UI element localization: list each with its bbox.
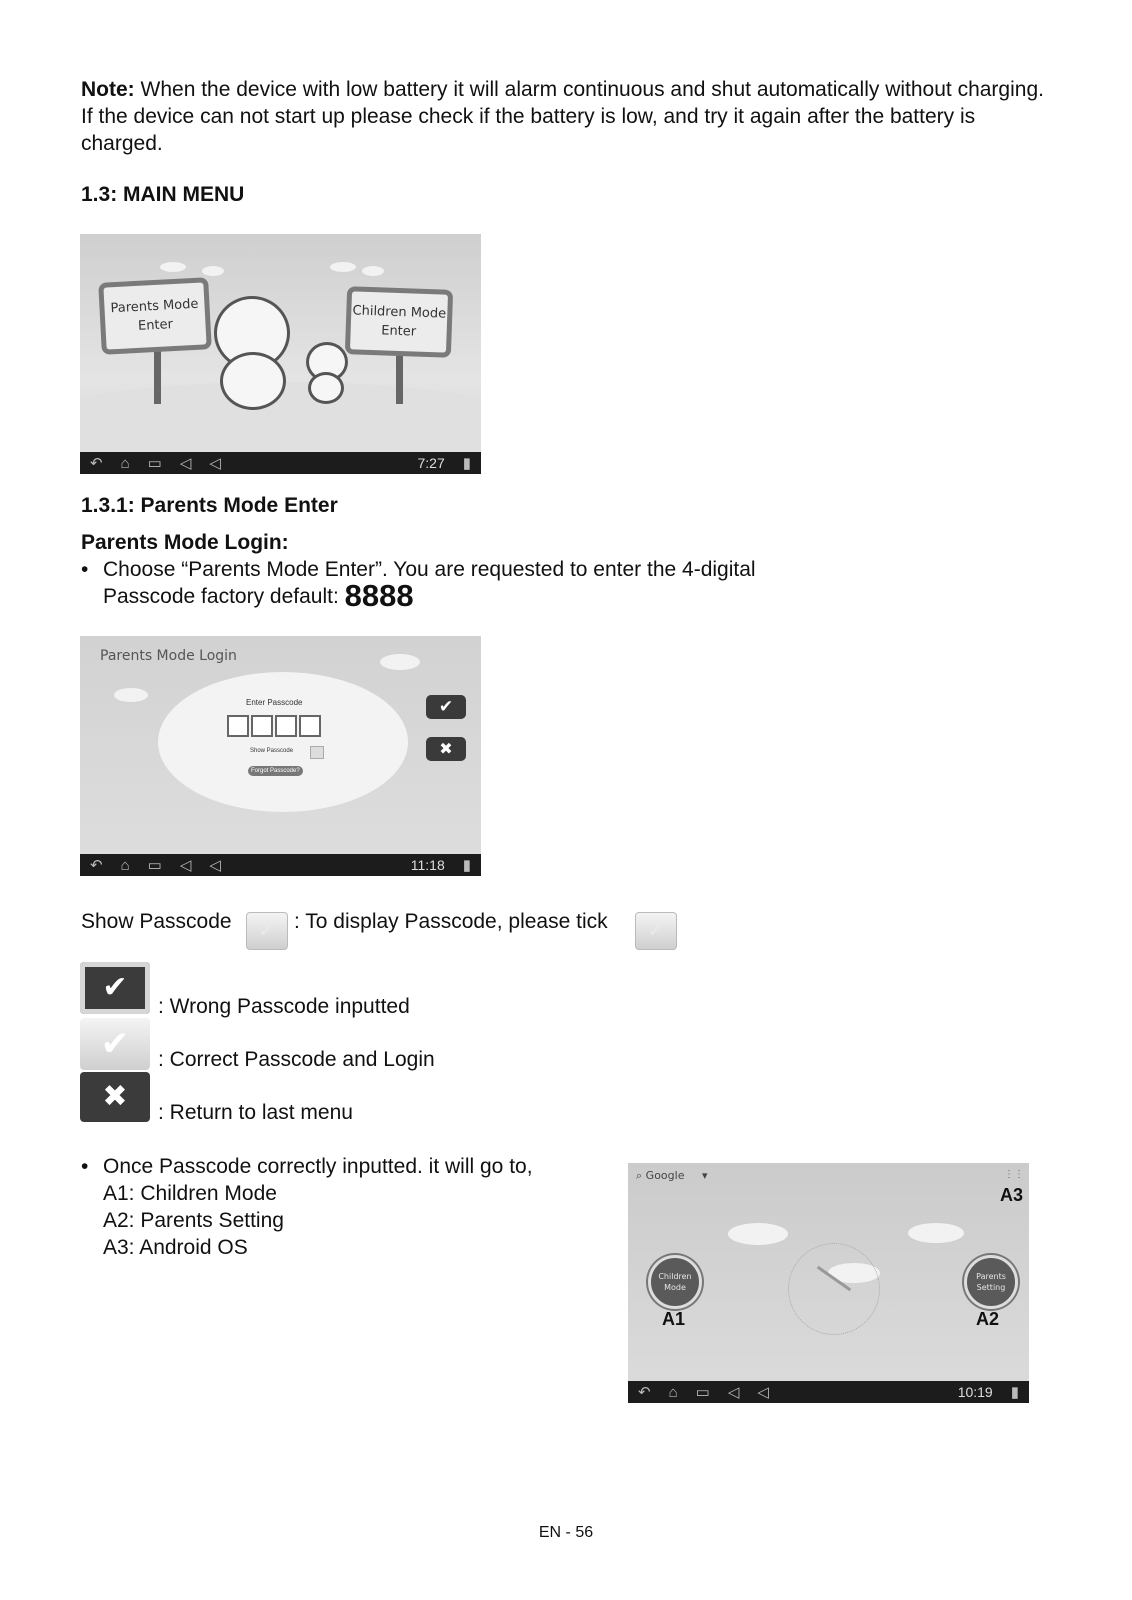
android-nav-bar <box>80 452 481 474</box>
recent-apps-icon: ▭ <box>147 455 162 472</box>
check-icon: ✔ <box>438 697 454 717</box>
sign-text: Parents Mode <box>110 296 199 317</box>
google-label: Google <box>645 1169 685 1182</box>
legend-wrong: : Wrong Passcode inputted <box>158 995 410 1018</box>
cloud <box>202 266 224 276</box>
bullet-1-line-2 <box>103 578 414 613</box>
parents-setting-button[interactable] <box>964 1255 1018 1309</box>
label-a2: A2 <box>976 1309 1000 1329</box>
cloud <box>908 1223 964 1243</box>
show-passcode-text: Show Passcode <box>81 910 232 933</box>
back-icon: ↶ <box>90 455 103 472</box>
sign-text: Enter <box>137 317 174 334</box>
bullet-dot: • <box>81 1155 89 1178</box>
clock: 10:19 <box>957 1384 993 1400</box>
show-passcode-description: : To display Passcode, please tick <box>294 910 608 933</box>
clock: 11:18 <box>410 857 445 873</box>
bullet-2-line-2: A1: Children Mode <box>103 1182 277 1205</box>
clock: 7:27 <box>417 455 445 471</box>
sign-text: Children Mode <box>352 303 447 322</box>
analog-clock <box>788 1243 880 1335</box>
cloud <box>362 266 384 276</box>
small-bear-body <box>308 372 344 404</box>
wifi-battery-icon: ▮ <box>462 857 471 874</box>
cloud <box>114 688 148 702</box>
tick-checkbox-icon: ✓ <box>635 912 677 950</box>
apps-grid-icon[interactable]: ⋮⋮ <box>1004 1169 1024 1180</box>
close-icon: ✖ <box>439 739 453 758</box>
cancel-button[interactable] <box>426 737 466 761</box>
bullet-2 <box>81 1153 88 1180</box>
passcode-boxes <box>226 715 322 743</box>
label-a1: A1 <box>662 1309 686 1329</box>
children-mode-button[interactable] <box>648 1255 702 1309</box>
legend-correct: : Correct Passcode and Login <box>158 1048 435 1071</box>
return-icon: ✖ <box>80 1072 150 1122</box>
cloud <box>160 262 186 272</box>
volume-up-icon: ◁ <box>209 857 221 874</box>
volume-down-icon: ◁ <box>179 455 192 472</box>
passcode-digit-1[interactable] <box>227 715 249 737</box>
parents-mode-sign <box>98 277 212 355</box>
page-number: EN - 56 <box>538 1524 594 1541</box>
sign-text: Enter <box>380 323 417 340</box>
home-icon: ⌂ <box>120 454 130 472</box>
note-label: Note: <box>81 78 135 101</box>
parents-login-heading: Parents Mode Login: <box>81 531 289 554</box>
back-icon: ↶ <box>638 1384 651 1401</box>
confirm-button[interactable] <box>426 695 466 719</box>
cloud <box>380 654 420 670</box>
parents-setting-label: Parents Setting <box>976 1272 1006 1292</box>
wrong-passcode-icon: ✔ <box>80 962 150 1014</box>
recent-apps-icon: ▭ <box>695 1384 710 1401</box>
bear-body <box>220 352 286 410</box>
bullet-2-line-3: A2: Parents Setting <box>103 1209 284 1232</box>
default-passcode: 8888 <box>344 578 414 613</box>
volume-down-icon: ◁ <box>727 1384 740 1401</box>
passcode-digit-4[interactable] <box>299 715 321 737</box>
show-passcode-checkbox[interactable] <box>310 746 324 759</box>
volume-up-icon: ◁ <box>209 455 221 472</box>
forgot-passcode-button[interactable]: Forgot Passcode? <box>248 766 303 776</box>
note-paragraph <box>81 76 1061 157</box>
passcode-default-label: Passcode factory default: <box>103 585 339 608</box>
label-a3: A3 <box>1000 1185 1024 1205</box>
bullet-1-line-1: Choose “Parents Mode Enter”. You are requested to enter the 4-digital <box>103 558 756 581</box>
bullet-1 <box>81 556 756 583</box>
main-menu-screenshot <box>80 234 481 474</box>
mic-icon: ▾ <box>701 1169 708 1182</box>
search-icon: ⌕ <box>636 1169 643 1182</box>
children-mode-sign <box>345 286 453 358</box>
show-passcode-line <box>81 910 232 934</box>
show-passcode-label: Show Passcode <box>250 748 294 754</box>
passcode-digit-2[interactable] <box>251 715 273 737</box>
cloud <box>330 262 356 272</box>
bullet-2-line-1: Once Passcode correctly inputted. it will go to, <box>103 1155 533 1178</box>
google-search-bar[interactable] <box>636 1169 708 1183</box>
note-text: When the device with low battery it will alarm continuous and shut automatically without charging. If the device can not start up please check if the battery is low, and try it again after the battery is charged. <box>81 78 1044 155</box>
volume-down-icon: ◁ <box>179 857 192 874</box>
home-icon: ⌂ <box>668 1383 678 1401</box>
correct-passcode-icon: ✔ <box>80 1018 150 1070</box>
enter-passcode-label: Enter Passcode <box>246 698 303 707</box>
unchecked-checkbox-icon: ✓ <box>246 912 288 950</box>
back-icon: ↶ <box>90 857 103 874</box>
bullet-dot: • <box>81 558 89 581</box>
children-mode-label: Children Mode <box>658 1272 692 1292</box>
section-parents-mode-enter: 1.3.1: Parents Mode Enter <box>81 494 338 517</box>
bullet-2-line-4: A3: Android OS <box>103 1236 248 1259</box>
volume-up-icon: ◁ <box>757 1384 769 1401</box>
android-nav-bar <box>628 1381 1029 1403</box>
wifi-battery-icon: ▮ <box>462 455 471 472</box>
home-icon: ⌂ <box>120 856 130 874</box>
battery-icon: ▮ <box>1010 1384 1019 1401</box>
login-screenshot <box>80 636 481 876</box>
home-screenshot <box>628 1163 1029 1403</box>
legend-return: : Return to last menu <box>158 1101 353 1124</box>
passcode-digit-3[interactable] <box>275 715 297 737</box>
bullet-2-text <box>103 1153 533 1261</box>
login-title: Parents Mode Login <box>100 648 237 664</box>
recent-apps-icon: ▭ <box>147 857 162 874</box>
android-nav-bar <box>80 854 481 876</box>
cloud <box>728 1223 788 1245</box>
section-main-menu: 1.3: MAIN MENU <box>81 183 245 206</box>
